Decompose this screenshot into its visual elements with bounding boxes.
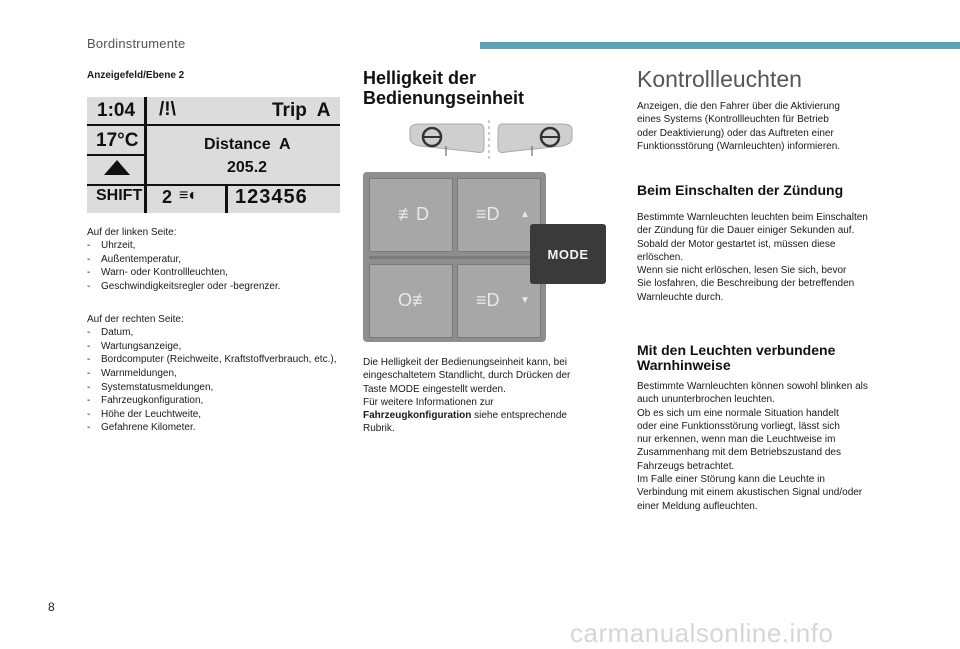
list-item: - Gefahrene Kilometer. — [87, 421, 342, 435]
see-text: siehe entsprechende — [471, 410, 567, 422]
list-item: - Fahrzeugkonfiguration, — [87, 394, 342, 408]
right-side-intro: Auf der rechten Seite: — [87, 314, 184, 325]
warnings-heading: Mit den Leuchten verbundene Warnhinweise — [637, 342, 836, 373]
lcd-headlamp-level: 2 — [162, 187, 173, 207]
list-item: - Datum, — [87, 326, 342, 340]
warnings-text: Bestimmte Warnleuchten können sowohl blinken als auch ununterbrochen leuchten. Ob es sich um eine normale Situation handelt oder eine Funktionsstörung vorliegt, lässt sich nur erkennen, wenn man die Leuchtweise im Zusammenhang mit dem Betriebszustand des Fahrzeugs betrachtet. Im Falle einer Störung kann die Leuchte in Verbindung mit einem akustischen Signal und/oder einer Meldung aufleuchten. — [637, 381, 868, 512]
list-item: - Höhe der Leuchtweite, — [87, 408, 342, 422]
list-item: - Systemstatusmeldungen, — [87, 381, 342, 395]
mode-button[interactable]: MODE — [530, 224, 606, 284]
brightness-heading: Helligkeit der Bedienungseinheit — [363, 68, 525, 108]
warning-lamp-icon: /!\ — [159, 99, 176, 120]
display-level-heading: Anzeigefeld/Ebene 2 — [87, 70, 185, 81]
lcd-time: 1:04 — [97, 100, 136, 121]
page-number: 8 — [48, 600, 55, 614]
front-fog-button[interactable] — [369, 178, 453, 252]
lcd-distance-value: 205.2 — [227, 159, 268, 176]
warning-lamps-heading: Kontrollleuchten — [637, 66, 802, 92]
steering-position-illustration — [406, 120, 576, 160]
right-side-list — [87, 326, 342, 435]
left-side-intro: Auf der linken Seite: — [87, 227, 177, 238]
lighting-control-panel — [363, 172, 546, 342]
lcd-trip: Trip A — [272, 100, 331, 121]
section-title: Bordinstrumente — [87, 36, 186, 51]
rear-fog-button[interactable] — [369, 264, 453, 338]
lcd-display-illustration — [87, 97, 340, 213]
watermark: carmanualsonline.info — [570, 618, 834, 648]
list-item: - Außentemperatur, — [87, 253, 342, 267]
arrow-up-icon: ▲ — [520, 209, 530, 220]
lcd-odometer: 123456 — [235, 186, 308, 208]
headlamp-leveling-down-icon: ≡D — [476, 290, 500, 310]
lcd-temperature: 17°C — [96, 130, 139, 151]
list-item: - Uhrzeit, — [87, 239, 342, 253]
headlamp-leveling-icon: ≡D — [476, 204, 500, 224]
rear-fog-lamp-icon: O≢ — [398, 290, 431, 310]
ignition-text: Bestimmte Warnleuchten leuchten beim Einschalten der Zündung für die Dauer einiger Sekunden auf. Sobald der Motor gestartet ist, müssen diese erlöschen. Wenn sie nicht erlöschen, lesen Sie sich, bevor Sie losfahren, die Beschreibung der betreffenden Warnleuchte durch. — [637, 212, 868, 303]
headlamp-leveling-icon: ≡◐ — [179, 187, 198, 204]
list-item: - Warn- oder Kontrollleuchten, — [87, 266, 342, 280]
list-item: - Geschwindigkeitsregler oder -begrenzer. — [87, 280, 342, 294]
ignition-heading: Beim Einschalten der Zündung — [637, 182, 844, 198]
warning-lamps-intro: Anzeigen, die den Fahrer über die Aktivierung eines Systems (Kontrollleuchten für Betrieb oder Deaktivierung) oder das Auftreten einer Funktionsstörung (Warnleuchten) informieren. — [637, 101, 841, 152]
lcd-shift: SHIFT — [96, 187, 143, 204]
list-item: - Bordcomputer (Reichweite, Kraftstoffverbrauch, etc.), — [87, 353, 342, 367]
rubric-text: Rubrik. — [363, 423, 395, 435]
arrow-down-icon: ▼ — [520, 295, 530, 306]
left-side-list — [87, 239, 342, 293]
brightness-text — [363, 356, 608, 436]
front-fog-lamp-icon: ≢D — [398, 204, 429, 224]
header-accent-bar — [480, 42, 960, 49]
shift-up-arrow-icon — [104, 160, 130, 175]
config-reference: Fahrzeugkonfiguration — [363, 410, 472, 422]
lcd-distance-label: Distance A — [204, 136, 291, 153]
headlamp-down-button[interactable] — [457, 264, 541, 338]
brightness-para: Die Helligkeit der Bedienungseinheit kann, bei eingeschaltetem Standlicht, durch Drücken der Taste MODE eingestellt werden. Für weitere Informationen zur — [363, 357, 571, 408]
list-item: - Warnmeldungen, — [87, 367, 342, 381]
list-item: - Wartungsanzeige, — [87, 340, 342, 354]
headlamp-up-button[interactable] — [457, 178, 541, 252]
